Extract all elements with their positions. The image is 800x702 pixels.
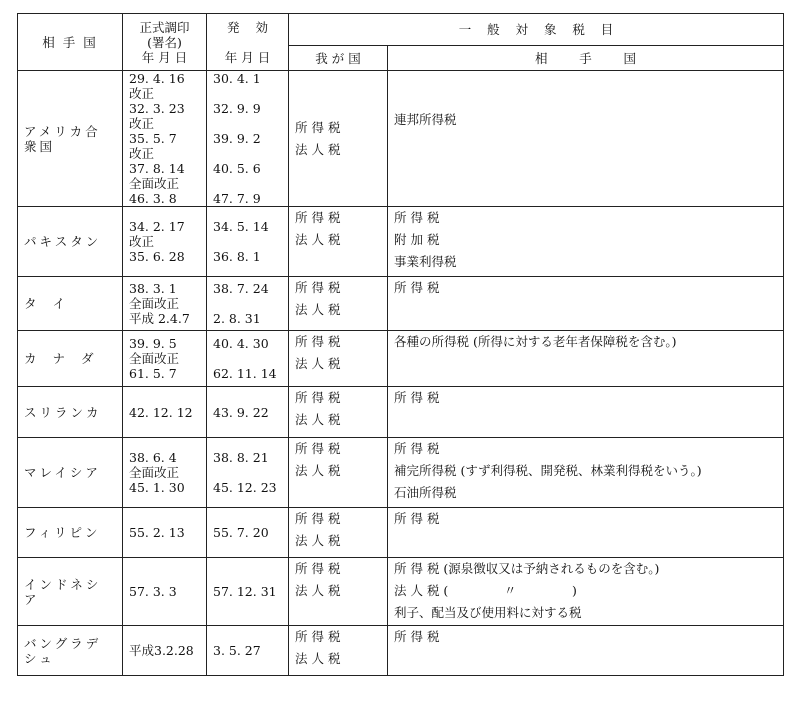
table-row [18,277,784,331]
partner-taxes-cell: 所 得 税 [388,277,784,331]
japan-taxes-cell: 所 得 税 法 人 税 [289,626,388,676]
country-cell: パキスタン [18,207,123,277]
header-signed [123,14,207,71]
country-cell: マレイシア [18,438,123,508]
table-row [18,71,784,207]
japan-taxes-cell: 所 得 税 法 人 税 [289,508,388,558]
signed-cell: 57. 3. 3 [123,558,207,626]
table-row [18,207,784,277]
partner-taxes-cell: 所 得 税 (源泉徴収又は予納されるものを含む。) 法 人 税 ( 〃 ) 利子、配当及び使用料に対する税 [388,558,784,626]
partner-taxes-cell: 各種の所得税 (所得に対する老年者保障税を含む。) [388,331,784,387]
header-taxes-japan: 我 が 国 [289,46,388,71]
header-effective-units: 年 月 日 [224,49,271,65]
partner-taxes-cell: 所 得 税 [388,387,784,438]
signed-cell: 42. 12. 12 [123,387,207,438]
effective-cell: 34. 5. 14 36. 8. 1 [207,207,289,277]
table-row [18,508,784,558]
country-cell: インドネシア [18,558,123,626]
signed-cell: 55. 2. 13 [123,508,207,558]
japan-taxes-cell: 所 得 税 法 人 税 [289,207,388,277]
table-row [18,626,784,676]
header-effective-title: 発 効 [227,19,268,35]
signed-cell: 39. 9. 5 全面改正 61. 5. 7 [123,331,207,387]
country-cell: アメリカ合衆国 [18,71,123,207]
partner-taxes-cell: 所 得 税 [388,508,784,558]
japan-taxes-cell: 所 得 税 法 人 税 [289,387,388,438]
japan-taxes-cell: 所 得 税 法 人 税 [289,558,388,626]
japan-taxes-cell: 所 得 税 法 人 税 [289,71,388,207]
header-signed-sub: (署名) [147,34,182,50]
effective-cell: 30. 4. 1 32. 9. 9 39. 9. 2 40. 5. 6 47. 7. 9 [207,71,289,207]
effective-cell: 38. 8. 21 45. 12. 23 [207,438,289,508]
japan-taxes-cell: 所 得 税 法 人 税 [289,277,388,331]
country-cell: フィリピン [18,508,123,558]
header-country: 相 手 国 [18,14,123,71]
table-row [18,387,784,438]
table-row [18,438,784,508]
signed-cell: 29. 4. 16 改正 32. 3. 23 改正 35. 5. 7 改正 37. 8. 14 全面改正 46. 3. 8 [123,71,207,207]
table-row [18,331,784,387]
country-cell: タ イ [18,277,123,331]
country-cell: バングラデシュ [18,626,123,676]
header-taxes: 一 般 対 象 税 目 [289,14,784,46]
header-taxes-partner: 相 手 国 [388,46,784,71]
signed-cell: 平成3.2.28 [123,626,207,676]
effective-cell: 55. 7. 20 [207,508,289,558]
partner-taxes-cell: 所 得 税 補完所得税 (すず利得税、開発税、林業利得税をいう。) 石油所得税 [388,438,784,508]
header-signed-units: 年 月 日 [141,49,188,65]
header-effective [207,14,289,71]
effective-cell: 57. 12. 31 [207,558,289,626]
header-signed-title: 正式調印 [139,19,190,35]
effective-cell: 40. 4. 30 62. 11. 14 [207,331,289,387]
table-row [18,558,784,626]
japan-taxes-cell: 所 得 税 法 人 税 [289,438,388,508]
signed-cell: 38. 6. 4 全面改正 45. 1. 30 [123,438,207,508]
country-cell: カ ナ ダ [18,331,123,387]
country-cell: スリランカ [18,387,123,438]
effective-cell: 38. 7. 24 2. 8. 31 [207,277,289,331]
effective-cell: 43. 9. 22 [207,387,289,438]
partner-taxes-cell: 所 得 税 [388,626,784,676]
japan-taxes-cell: 所 得 税 法 人 税 [289,331,388,387]
partner-taxes-cell: 所 得 税 附 加 税 事業利得税 [388,207,784,277]
tax-treaty-table [17,13,784,676]
partner-taxes-cell: 連邦所得税 [388,71,784,207]
signed-cell: 38. 3. 1 全面改正 平成 2.4.7 [123,277,207,331]
effective-cell: 3. 5. 27 [207,626,289,676]
signed-cell: 34. 2. 17 改正 35. 6. 28 [123,207,207,277]
